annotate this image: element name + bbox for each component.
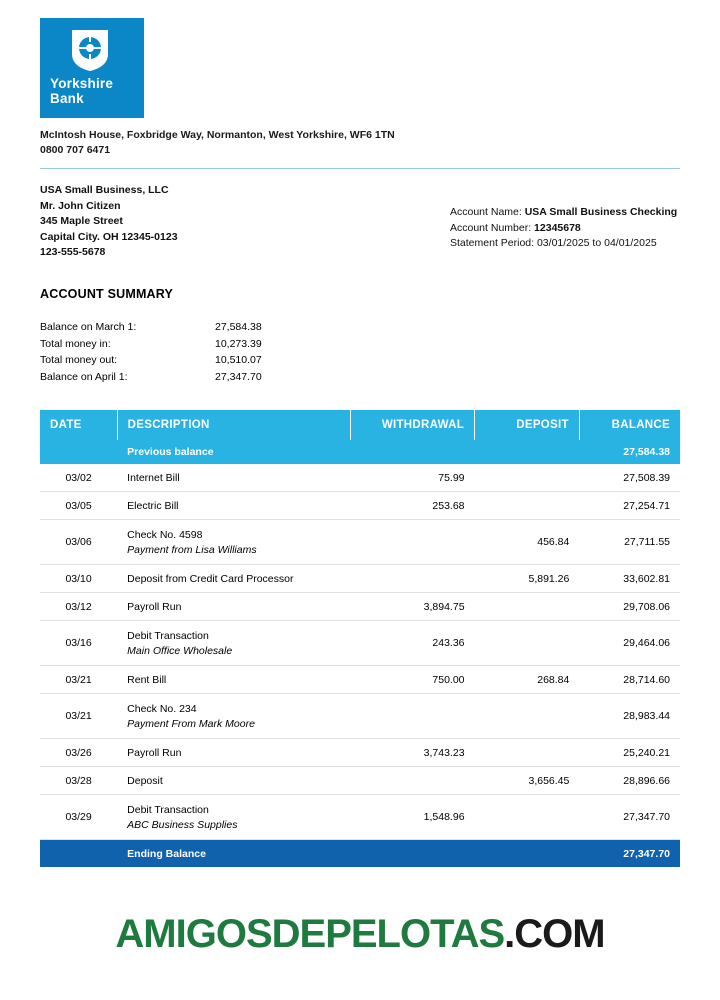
row-deposit (475, 694, 580, 739)
summary-value: 10,510.07 (215, 354, 262, 366)
row-description-main: Deposit from Credit Card Processor (127, 572, 294, 585)
watermark-part1: AMIGOSDEPELOTAS (115, 912, 505, 956)
row-description-main: Payroll Run (127, 600, 182, 613)
row-description-sub: ABC Business Supplies (127, 818, 238, 831)
watermark (0, 912, 720, 957)
row-withdrawal: 750.00 (351, 666, 475, 694)
customer-city: Capital City. OH 12345-0123 (40, 230, 178, 243)
ending-balance-date (40, 840, 117, 868)
summary-label: Balance on March 1: (40, 321, 137, 333)
bank-phone: 0800 707 6471 (40, 144, 111, 156)
row-description (117, 492, 351, 520)
row-withdrawal: 3,894.75 (351, 593, 475, 621)
previous-balance-withdrawal (351, 440, 475, 464)
ending-balance-label: Ending Balance (117, 840, 351, 868)
bank-name-line1: Yorkshire (50, 76, 114, 91)
row-description (117, 593, 351, 621)
row-balance: 28,896.66 (579, 767, 680, 795)
summary-row (40, 336, 335, 353)
account-name-row (450, 205, 677, 221)
row-description-main: Internet Bill (127, 471, 180, 484)
account-number-label: Account Number: (450, 221, 532, 234)
bank-logo (40, 18, 144, 118)
row-withdrawal: 3,743.23 (351, 739, 475, 767)
bank-name-line2: Bank (50, 91, 84, 106)
row-balance: 25,240.21 (579, 739, 680, 767)
transactions-header-row (40, 410, 680, 440)
statement-period-row (450, 236, 677, 252)
row-date: 03/29 (40, 795, 117, 840)
account-name-label: Account Name: (450, 206, 522, 218)
statement-period-label: Statement Period: (450, 237, 535, 249)
row-description (117, 520, 351, 565)
row-balance: 28,983.44 (579, 694, 680, 739)
account-number-row (450, 221, 677, 237)
row-balance: 27,254.71 (579, 492, 680, 520)
account-summary-table (40, 319, 335, 385)
row-balance: 27,711.55 (579, 520, 680, 565)
summary-value: 27,584.38 (215, 321, 262, 333)
table-row (40, 666, 680, 694)
account-number-value: 12345678 (534, 221, 581, 234)
row-date: 03/28 (40, 767, 117, 795)
row-withdrawal: 253.68 (351, 492, 475, 520)
row-balance: 29,708.06 (579, 593, 680, 621)
table-row (40, 492, 680, 520)
row-date: 03/12 (40, 593, 117, 621)
summary-label: Balance on April 1: (40, 370, 128, 383)
column-header-description: DESCRIPTION (117, 410, 351, 440)
row-description (117, 464, 351, 492)
table-row (40, 621, 680, 666)
customer-phone: 123-555-5678 (40, 246, 106, 258)
summary-row (40, 352, 335, 369)
row-date: 03/16 (40, 621, 117, 666)
table-row (40, 593, 680, 621)
customer-name: Mr. John Citizen (40, 199, 121, 212)
row-deposit (475, 464, 580, 492)
row-deposit (475, 492, 580, 520)
row-balance: 29,464.06 (579, 621, 680, 666)
previous-balance-amount: 27,584.38 (579, 440, 680, 464)
row-description-main: Debit Transaction (127, 803, 209, 816)
row-description-sub: Main Office Wholesale (127, 644, 233, 657)
table-row (40, 694, 680, 739)
row-balance: 27,508.39 (579, 464, 680, 492)
table-row (40, 520, 680, 565)
customer-address (40, 183, 178, 261)
previous-balance-row (40, 440, 680, 464)
previous-balance-date (40, 440, 117, 464)
row-withdrawal (351, 520, 475, 565)
previous-balance-label: Previous balance (117, 440, 351, 464)
ending-balance-deposit (475, 840, 580, 868)
account-name-value: USA Small Business Checking (524, 206, 678, 218)
table-row (40, 565, 680, 593)
previous-balance-deposit (475, 440, 580, 464)
row-description (117, 739, 351, 767)
bank-address (40, 128, 395, 158)
row-withdrawal (351, 565, 475, 593)
transactions-table (40, 410, 680, 867)
row-description-main: Check No. 4598 (127, 528, 203, 541)
row-balance: 33,602.81 (579, 565, 680, 593)
row-description-main: Electric Bill (127, 499, 179, 512)
bank-address-line1: McIntosh House, Foxbridge Way, Normanton, West Yorkshire, WF6 1TN (40, 129, 395, 141)
row-description (117, 795, 351, 840)
row-deposit: 456.84 (475, 520, 580, 565)
column-header-withdrawal: WITHDRAWAL (351, 410, 475, 440)
row-date: 03/26 (40, 739, 117, 767)
shield-wheel-icon (68, 28, 112, 72)
ending-balance-row (40, 840, 680, 868)
row-description-main: Deposit (127, 774, 163, 787)
row-deposit (475, 593, 580, 621)
row-date: 03/10 (40, 565, 117, 593)
row-withdrawal (351, 767, 475, 795)
row-description-main: Payroll Run (127, 746, 182, 759)
statement-period-value: 03/01/2025 to 04/01/2025 (536, 237, 657, 249)
row-description-main: Rent Bill (127, 673, 167, 686)
row-deposit (475, 795, 580, 840)
summary-label: Total money out: (40, 354, 118, 366)
summary-row (40, 369, 335, 386)
row-description (117, 621, 351, 666)
row-description-main: Debit Transaction (127, 629, 209, 642)
table-row (40, 795, 680, 840)
row-balance: 28,714.60 (579, 666, 680, 694)
row-description-sub: Payment From Mark Moore (127, 717, 255, 730)
row-description (117, 767, 351, 795)
account-meta (450, 205, 677, 252)
row-deposit: 5,891.26 (475, 565, 580, 593)
row-withdrawal: 1,548.96 (351, 795, 475, 840)
row-balance: 27,347.70 (579, 795, 680, 840)
customer-company: USA Small Business, LLC (40, 184, 169, 196)
row-deposit: 268.84 (475, 666, 580, 694)
row-withdrawal: 243.36 (351, 621, 475, 666)
bank-name (50, 76, 113, 106)
summary-value: 10,273.39 (215, 337, 262, 350)
row-deposit (475, 739, 580, 767)
row-withdrawal (351, 694, 475, 739)
row-withdrawal: 75.99 (351, 464, 475, 492)
table-row (40, 767, 680, 795)
row-date: 03/02 (40, 464, 117, 492)
row-description-sub: Payment from Lisa Williams (127, 543, 257, 556)
ending-balance-withdrawal (351, 840, 475, 868)
table-row (40, 464, 680, 492)
row-date: 03/21 (40, 694, 117, 739)
summary-label: Total money in: (40, 337, 111, 350)
column-header-deposit: DEPOSIT (475, 410, 580, 440)
customer-street: 345 Maple Street (40, 215, 123, 227)
column-header-balance: BALANCE (579, 410, 680, 440)
ending-balance-amount: 27,347.70 (579, 840, 680, 868)
row-date: 03/06 (40, 520, 117, 565)
header-divider (40, 168, 680, 169)
row-date: 03/21 (40, 666, 117, 694)
row-date: 03/05 (40, 492, 117, 520)
row-description (117, 694, 351, 739)
column-header-date: DATE (40, 410, 117, 440)
watermark-part2: .COM (504, 912, 605, 956)
row-description (117, 565, 351, 593)
summary-row (40, 319, 335, 336)
row-description (117, 666, 351, 694)
row-deposit (475, 621, 580, 666)
row-description-main: Check No. 234 (127, 702, 197, 715)
row-deposit: 3,656.45 (475, 767, 580, 795)
summary-value: 27,347.70 (215, 370, 262, 383)
account-summary-title: ACCOUNT SUMMARY (40, 287, 174, 301)
table-row (40, 739, 680, 767)
